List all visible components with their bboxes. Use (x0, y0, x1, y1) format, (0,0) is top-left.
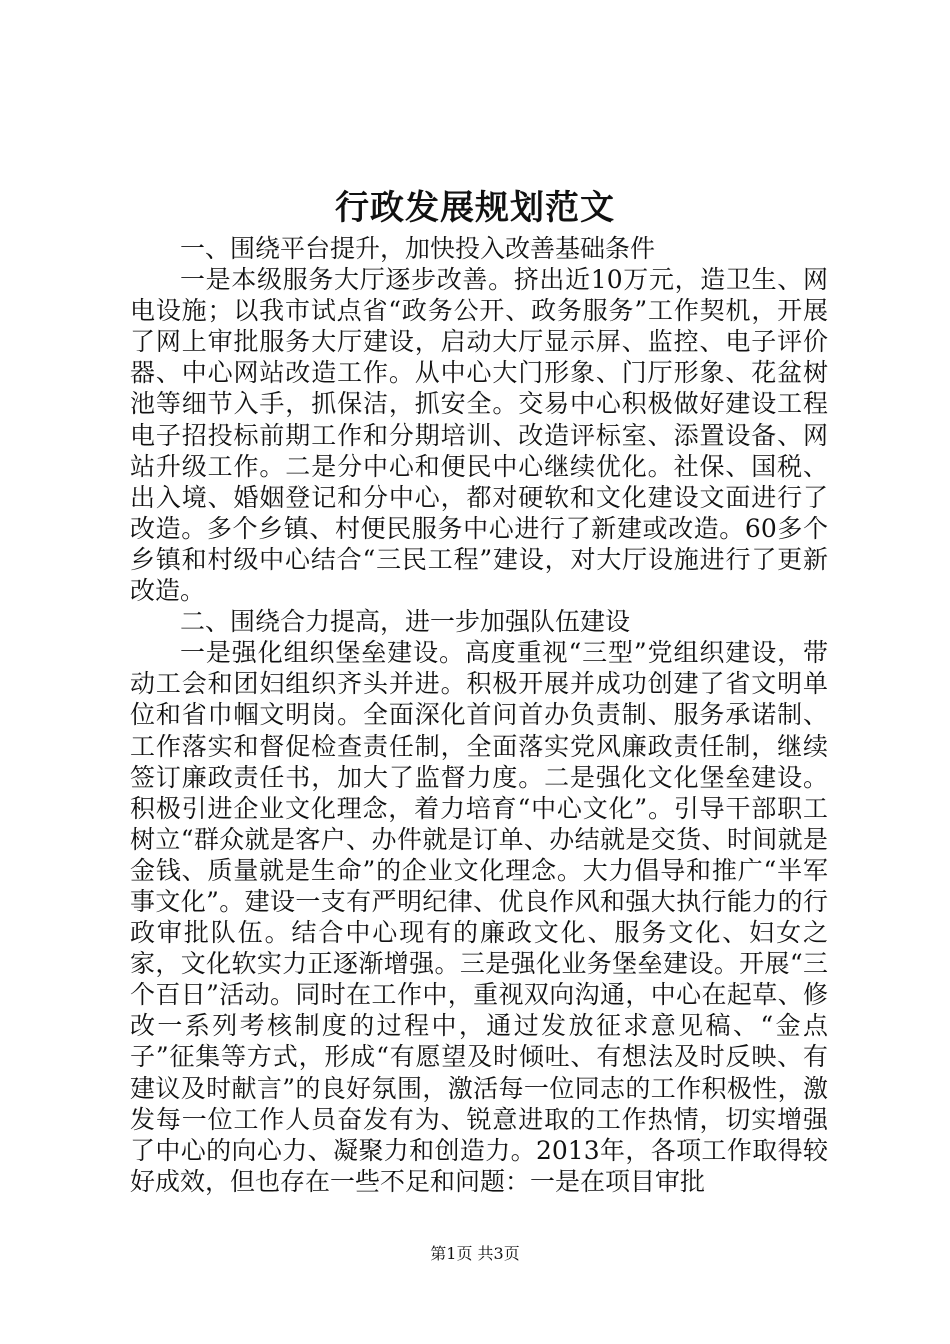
page-number-footer: 第1页 共3页 (430, 1244, 520, 1263)
document-title: 行政发展规划范文 (335, 188, 615, 228)
section-heading-1: 一、围绕平台提升，加快投入改善基础条件 (180, 234, 656, 263)
paragraph-1: 一是本级服务大厅逐步改善。挤出近10万元，造卫生、网电设施；以我市试点省“政务公开、政务服务”工作契机，开展了网上审批服务大厅建设，启动大厅显示屏、监控、电子评价器、中心网站改造工作。从中心大门形象、门厅形象、花盆树池等细节入手，抓保洁，抓安全。交易中心积极做好建设工程电子招投标前期工作和分期培训、改造评标室、添置设备、网站升级工作。二是分中心和便民中心继续优化。社保、国税、出入境、婚姻登记和分中心，都对硬软和文化建设文面进行了改造。多个乡镇、村便民服务中心进行了新建或改造。60多个乡镇和村级中心结合“三民工程”建设，对大厅设施进行了更新改造。 (130, 265, 828, 606)
document-body (130, 233, 828, 1197)
section-heading-2: 二、围绕合力提高，进一步加强队伍建设 (180, 607, 631, 637)
paragraph-2: 一是强化组织堡垒建设。高度重视“三型”党组织建设，带动工会和团妇组织齐头并进。积极开展并成功创建了省文明单位和省巾帼文明岗。全面深化首问首办负责制、服务承诺制、工作落实和督促检查责任制，全面落实党风廉政责任制，继续签订廉政责任书，加大了监督力度。二是强化文化堡垒建设。积极引进企业文化理念，着力培育“中心文化”。引导干部职工树立“群众就是客户、办件就是订单、办结就是交货、时间就是金钱、质量就是生命”的企业文化理念。大力倡导和推广“半军事文化”。建设一支有严明纪律、优良作风和强大执行能力的行政审批队伍。结合中心现有的廉政文化、服务文化、妇女之家，文化软实力正逐渐增强。三是强化业务堡垒建设。开展“三个百日”活动。同时在工作中，重视双向沟通，中心在起草、修改一系列考核制度的过程中，通过发放征求意见稿、“金点子”征集等方式，形成“有愿望及时倾吐、有想法及时反映、有建议及时献言”的良好氛围，激活每一位同志的工作积极性，激发每一位工作人员奋发有为、锐意进取的工作热情，切实增强了中心的向心力、凝聚力和创造力。2013年，各项工作取得较好成效，但也存在一些不足和问题：一是在项目审批 (130, 638, 828, 1196)
